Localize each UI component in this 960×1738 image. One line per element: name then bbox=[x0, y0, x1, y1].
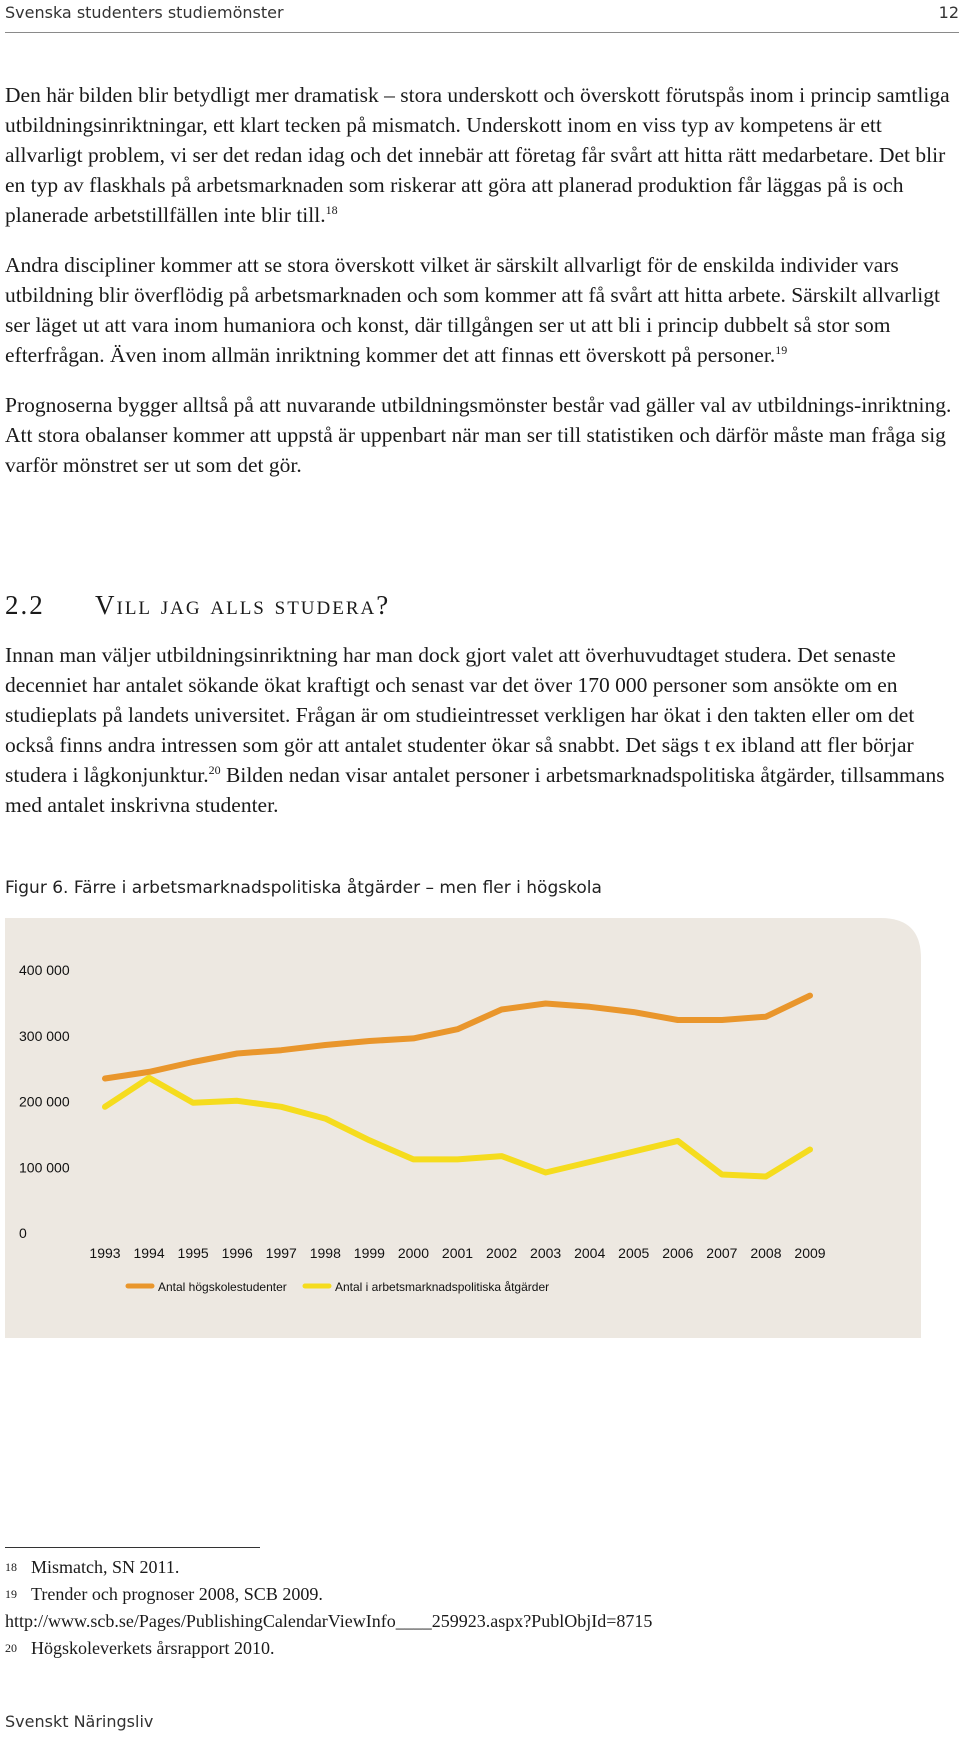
paragraph-3: Prognoserna bygger alltså på att nuvarande utbildningsmönster består vad gäller val av utbildnings-inriktning. Att stora obalanser kommer att uppstå är uppenbart när man ser till statistiken och därför måste man fråga sig varför mönstret ser ut som det gör. bbox=[5, 393, 952, 477]
x-tick-label: 2003 bbox=[530, 1245, 562, 1261]
footnote-number: 20 bbox=[5, 1641, 17, 1655]
x-tick-label: 1998 bbox=[309, 1245, 341, 1261]
y-tick-label: 0 bbox=[19, 1225, 27, 1241]
footer-publisher: Svenskt Näringsliv bbox=[5, 1712, 154, 1731]
footnote-rule bbox=[5, 1547, 260, 1548]
page-number: 12 bbox=[938, 3, 959, 22]
section-body bbox=[5, 640, 955, 820]
x-tick-label: 2007 bbox=[706, 1245, 738, 1261]
footnote-text[interactable]: http://www.scb.se/Pages/PublishingCalendarViewInfo____259923.aspx?PublObjId=8715 bbox=[5, 1611, 653, 1631]
paragraph-2: Andra discipliner kommer att se stora överskott vilket är särskilt allvarligt för de enskilda individer vars utbildning blir överflödig på arbetsmarknaden och som kommer att få svårt att hitta arbete. Särskilt allvarligt ser läget ut att vara inom humaniora och konst, där tillgången ser ut att bli i princip dubbelt så stor som efterfrågan. Även inom allmän inriktning kommer det att finnas ett överskott på personer.$^{19}$ bbox=[5, 253, 940, 367]
x-tick-label: 1994 bbox=[133, 1245, 165, 1261]
footnote-text: Trender och prognoser 2008, SCB 2009. bbox=[31, 1584, 323, 1604]
footnote-18 bbox=[5, 1554, 955, 1581]
legend-label-0: Antal högskolestudenter bbox=[158, 1280, 287, 1294]
section-title: Vill jag alls studera? bbox=[95, 590, 391, 620]
x-tick-label: 2000 bbox=[397, 1245, 430, 1261]
x-tick-label: 2005 bbox=[618, 1245, 650, 1261]
footnote-ref-18[interactable]: 18 bbox=[325, 202, 338, 217]
figure-caption: Figur 6. Färre i arbetsmarknadspolitiska åtgärder – men fler i högskola bbox=[5, 878, 602, 898]
x-tick-label: 2001 bbox=[441, 1245, 474, 1261]
x-tick-label: 1997 bbox=[265, 1245, 297, 1261]
x-tick-label: 2004 bbox=[574, 1245, 606, 1261]
y-tick-label: 400 000 bbox=[19, 962, 70, 978]
chart-background bbox=[5, 918, 921, 1338]
x-tick-label: 2006 bbox=[662, 1245, 694, 1261]
x-tick-label: 1995 bbox=[177, 1245, 209, 1261]
running-title: Svenska studenters studiemönster bbox=[5, 3, 284, 22]
y-tick-label: 200 000 bbox=[19, 1093, 70, 1110]
footnote-ref-19[interactable]: 19 bbox=[775, 342, 788, 357]
x-tick-label: 1999 bbox=[353, 1245, 385, 1261]
y-tick-label: 300 000 bbox=[19, 1027, 70, 1044]
x-tick-label: 2008 bbox=[750, 1245, 782, 1261]
footnote-text: Mismatch, SN 2011. bbox=[31, 1557, 180, 1577]
footnote-ref-20[interactable]: 20 bbox=[208, 762, 221, 777]
footnote-number: 18 bbox=[5, 1560, 17, 1574]
x-tick-label: 1996 bbox=[221, 1245, 253, 1261]
x-tick-label: 2009 bbox=[794, 1245, 826, 1261]
y-tick-label: 100 000 bbox=[19, 1159, 70, 1176]
footnote-20 bbox=[5, 1635, 955, 1662]
section-paragraph: Innan man väljer utbildningsinriktning har man dock gjort valet att överhuvudtaget studera. Det senaste decenniet har antalet sökande ökat kraftigt och senast var det över 170 000 personer som ansökte om en studieplats på landets universitet. Frågan är om studieintresset verkligen har ökat i den takten eller om det också finns andra intressen som gör att antalet studenter ökar så snabbt. Det sägs t ex ibland att fler börjar studera i lågkonjunktur.$^{20}$ Bilden nedan visar antalet personer i arbetsmarknadspolitiska åtgärder, tillsammans med antalet inskrivna studenter. bbox=[5, 643, 945, 817]
x-tick-label: 1993 bbox=[89, 1245, 121, 1261]
chart-svg bbox=[5, 918, 921, 1338]
line-chart bbox=[5, 918, 921, 1338]
footnote-19 bbox=[5, 1581, 955, 1608]
body-text bbox=[5, 80, 955, 500]
paragraph-1: Den här bilden blir betydligt mer dramatisk – stora underskott och överskott förutspås inom i princip samtliga utbildningsinriktningar, ett klart tecken på mismatch. Underskott inom en viss typ av kompetens är ett allvarligt problem, vi ser det redan idag och det innebär att företag får svårt att hitta rätt medarbetare. Det blir en typ av flaskhals på arbetsmarknaden som riskerar att göra att planerad produktion får läggas på is och planerade arbetstillfällen inte blir till.$^{18}$ bbox=[5, 83, 950, 227]
section-heading bbox=[5, 590, 390, 621]
x-tick-label: 2002 bbox=[485, 1245, 518, 1261]
footnote-text: Högskoleverkets årsrapport 2010. bbox=[31, 1638, 275, 1658]
section-number: 2.2 bbox=[5, 590, 45, 620]
footnote-number: 19 bbox=[5, 1587, 17, 1601]
running-header bbox=[5, 2, 959, 33]
legend-label-1: Antal i arbetsmarknadspolitiska åtgärder bbox=[335, 1280, 550, 1294]
footnotes bbox=[5, 1554, 955, 1662]
footnote-url bbox=[5, 1608, 955, 1635]
